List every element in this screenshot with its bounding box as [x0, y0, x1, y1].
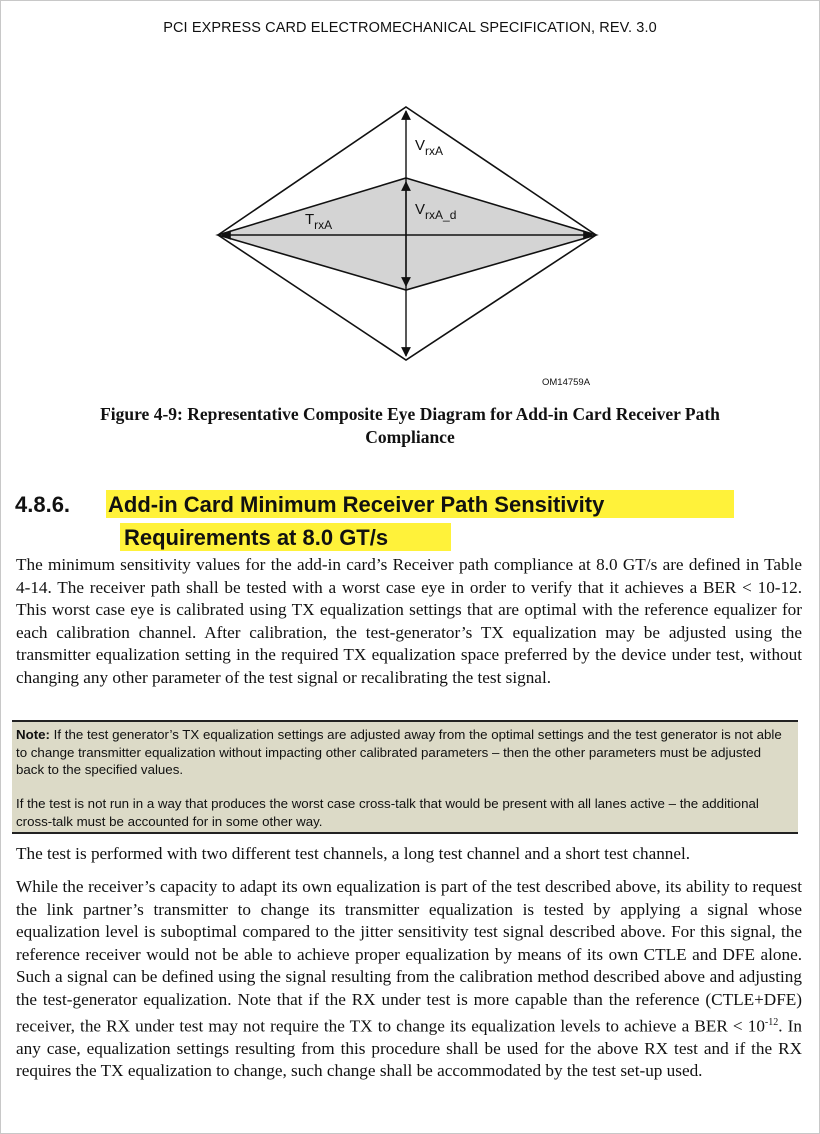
- section-number: 4.8.6.: [15, 492, 71, 517]
- note-text-1: If the test generator’s TX equalization settings are adjusted away from the optimal settings and the test generator is not able to change transmitter equalization without impacting other calibrated parameters – then the other parameters must be adjusted back to the specified values.: [16, 727, 782, 777]
- section-title-line-2: Requirements at 8.0 GT/s: [124, 525, 389, 550]
- caption-line-2: Compliance: [365, 427, 455, 447]
- note-label: Note:: [16, 727, 50, 742]
- paragraph-1: The minimum sensitivity values for the add-in card’s Receiver path compliance at 8.0 GT/s are defined in Table 4-14. The receiver path shall be tested with a worst case eye in order to verify that it achieves a BER < 10-12. This worst case eye is calibrated using TX equalization settings that are optimal with the reference equalizer for each calibration channel. After calibration, the test-generator’s TX equalization may be adjusted using the transmitter equalization setting in the required TX equalization space preferred by the device under test, without changing any other parameter of the test signal or recalibrating the test signal.: [16, 555, 802, 687]
- paragraph-3: [16, 876, 802, 1083]
- figure-id: OM14759A: [542, 377, 591, 388]
- label-vrxa-d: $V_{rxA\_d}$: [415, 201, 457, 222]
- eye-diagram-figure: [0, 0, 820, 400]
- note-paragraph-2: If the test is not run in a way that produces the worst case cross-talk that would be present with all lanes active – the additional cross-talk must be accounted for in some other way.: [16, 796, 759, 829]
- paragraph-3-text-a: While the receiver’s capacity to adapt its own equalization is part of the test described above, its ability to request the link partner’s transmitter to change its transmitter equalization is tested by applying a signal whose equalization level is suboptimal compared to the jitter sensitivity test signal described above. For this signal, the reference receiver would not be able to achieve proper equalization by means of its own CTLE and DFE alone. Such a signal can be defined using the signal resulting from the calibration method described above and adjusting the test-generator equalization. Note that if the RX under test is more capable than the reference (CTLE+DFE) receiver, the RX under test may not require the TX to change its equalization levels to achieve a BER < 10: [16, 877, 802, 1036]
- caption-line-1: Figure 4-9: Representative Composite Eye Diagram for Add-in Card Receiver Path: [100, 404, 720, 424]
- note-paragraph-1: [16, 726, 788, 779]
- running-header: PCI EXPRESS CARD ELECTROMECHANICAL SPECIFICATION, REV. 3.0: [163, 20, 657, 36]
- paragraph-3-text-b: . In any case, equalization settings resulting from this procedure shall be used for the above RX test and if the RX requires the TX equalization to change, such change shall be accommodated by the test set-up used.: [16, 1016, 802, 1081]
- paragraph-2: The test is performed with two different test channels, a long test channel and a short test channel.: [16, 844, 691, 863]
- label-trxa: $T_{rxA}$: [305, 211, 333, 232]
- note-box: [12, 720, 798, 834]
- paragraph-3-exponent: -12: [764, 1016, 779, 1028]
- section-title-line-1: Add-in Card Minimum Receiver Path Sensitivity: [108, 492, 605, 517]
- figure-caption: [40, 403, 780, 449]
- label-vrxa: $V_{rxA}$: [415, 137, 444, 158]
